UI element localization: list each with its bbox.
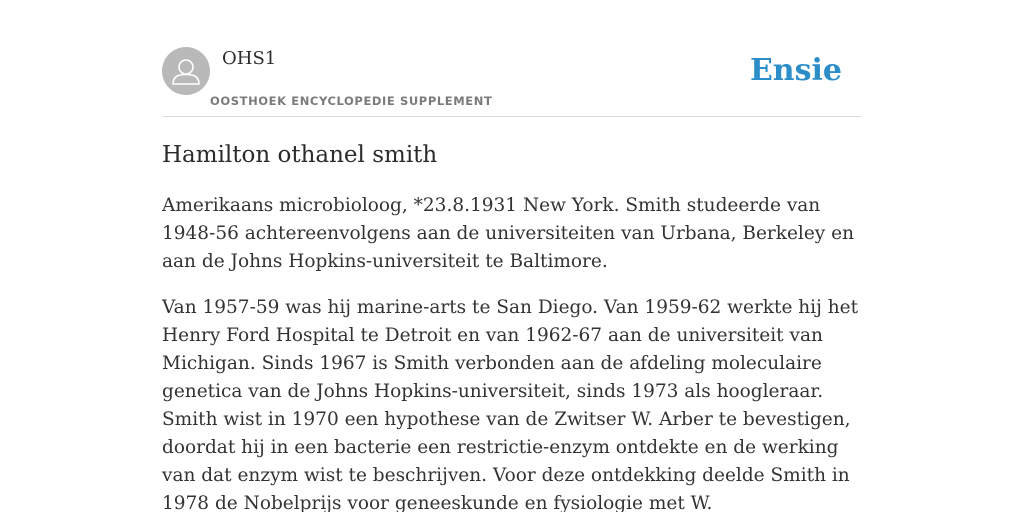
article-body	[162, 192, 862, 512]
header	[162, 46, 862, 117]
username-link[interactable]: OHS1	[222, 48, 277, 69]
brand-logo[interactable]: Ensie	[749, 53, 842, 88]
article-paragraph: Van 1957-59 was hij marine-arts te San Diego. Van 1959-62 werkte hij het Henry Ford Hospital te Detroit en van 1962-67 aan de universiteit van Michigan. Sinds 1967 is Smith verbonden aan de afdeling moleculaire genetica van de Johns Hopkins-universiteit, sinds 1973 als hoogleraar. Smith wist in 1970 een hypothese van de Zwitser W. Arber te bevestigen, doordat hij in een bacterie een restrictie-enzym ontdekte en de werking van dat enzym wist te beschrijven. Voor deze ontdekking deelde Smith in 1978 de Nobelprijs voor geneeskunde en fysiologie met W.	[162, 297, 859, 512]
article-paragraph: Amerikaans microbioloog, *23.8.1931 New York. Smith studeerde van 1948-56 achtereenvolgens aan de universiteiten van Urbana, Berkeley en aan de Johns Hopkins-universiteit te Baltimore.	[162, 195, 854, 272]
source-label[interactable]: OOSTHOEK ENCYCLOPEDIE SUPPLEMENT	[210, 94, 493, 108]
article-title: Hamilton othanel smith	[162, 142, 438, 168]
user-avatar-icon	[162, 47, 210, 95]
avatar[interactable]	[162, 47, 210, 95]
